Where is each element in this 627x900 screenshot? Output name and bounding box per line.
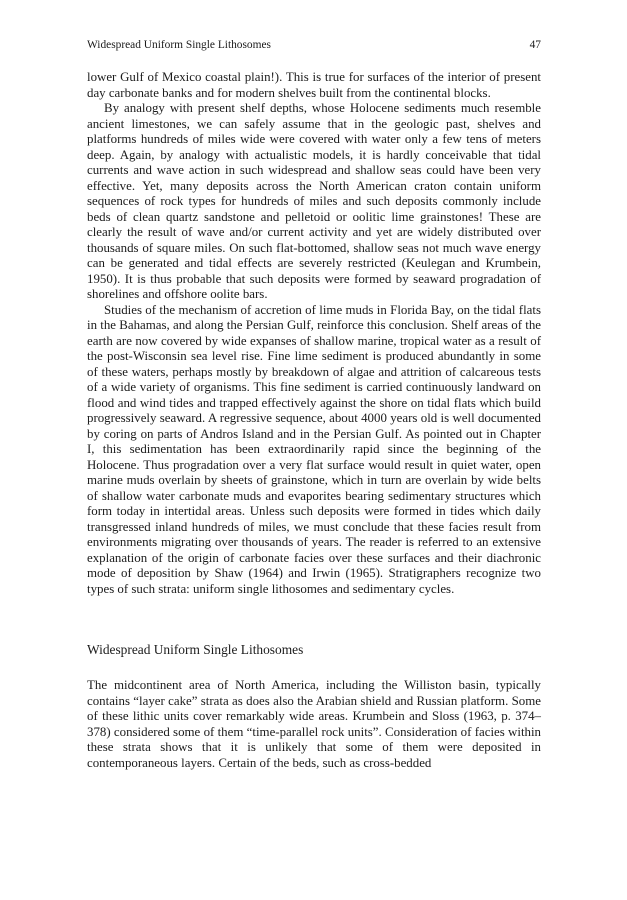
section-heading: Widespread Uniform Single Lithosomes	[87, 642, 304, 657]
book-page	[87, 38, 541, 771]
paragraph-continued: lower Gulf of Mexico coastal plain!). This is true for surfaces of the interior of present day carbonate banks and for modern shelves built from the continental blocks.	[87, 70, 541, 100]
paragraph-midcontinent: The midcontinent area of North America, including the Williston basin, typically contains “layer cake” strata as does also the Arabian shield and Russian platform. Some of these lithic units cover remarkably wide areas. Krumbein and Sloss (1963, p. 374–378) considered some of them “time-parallel rock units”. Consideration of facies within these strata shows that it is unlikely that some of them were deposited in contemporaneous layers. Certain of the beds, such as cross-bedded	[87, 678, 541, 770]
running-head-title: Widespread Uniform Single Lithosomes	[87, 39, 271, 51]
body-text-upper	[87, 70, 541, 597]
paragraph-analogy: By analogy with present shelf depths, whose Holocene sediments much resemble ancient limestones, we can safely assume that in the geologic past, shelves and platforms hundreds of miles wide were covered with water only a few tens of meters deep. Again, by analogy with actualistic models, it is hardly conceivable that tidal currents and wave action in such widespread and shallow seas could have been very effective. Yet, many deposits across the North American craton contain uniform sequences of rock types for hundreds of miles and such deposits commonly include beds of clean quartz sandstone and pelletoid or oolitic lime grainstones! These are clearly the result of wave and/or current activity and yet are widely distributed over thousands of square miles. On such flat-bottomed, shallow seas not much wave energy can be generated and tidal effects are severely restricted (Keulegan and Krumbein, 1950). It is thus probable that such deposits were formed by seaward progradation of shorelines and offshore oolite bars.	[87, 101, 541, 301]
page-number: 47	[529, 39, 541, 51]
running-head	[87, 38, 541, 52]
paragraph-lime-muds: Studies of the mechanism of accretion of lime muds in Florida Bay, on the tidal flats in the Bahamas, and along the Persian Gulf, reinforce this conclusion. Shelf areas of the earth are now covered by wide expanses of shallow marine, tropical water as a result of the post-Wisconsin sea level rise. Fine lime sediment is produced abundantly in some of these waters, perhaps mostly by breakdown of algae and attrition of calcareous tests of a wide variety of organisms. This fine sediment is carried continuously landward on flood and wind tides and trapped effectively against the shore on tidal flats which build progressively seaward. A regressive sequence, about 4000 years old is well documented by coring on parts of Andros Island and in the Persian Gulf. As pointed out in Chapter I, this sedimentation has been extraordinarily rapid since the beginning of the Holocene. Thus progradation over a very flat surface would result in quiet water, open marine muds overlain by sheets of grainstone, which in turn are overlain by wide belts of shallow water carbonate muds and evaporites bearing sedimentary structures which form today in intertidal areas. Unless such deposits were formed in tides which daily transgressed inland hundreds of miles, we must conclude that these facies result from environments migrating over thousands of years. The reader is referred to an extensive explanation of the origin of carbonate facies over these surfaces and their diachronic mode of deposition by Shaw (1964) and Irwin (1965). Stratigraphers recognize two types of such strata: uniform single lithosomes and sedimentary cycles.	[87, 302, 541, 596]
body-text-lower	[87, 678, 541, 771]
